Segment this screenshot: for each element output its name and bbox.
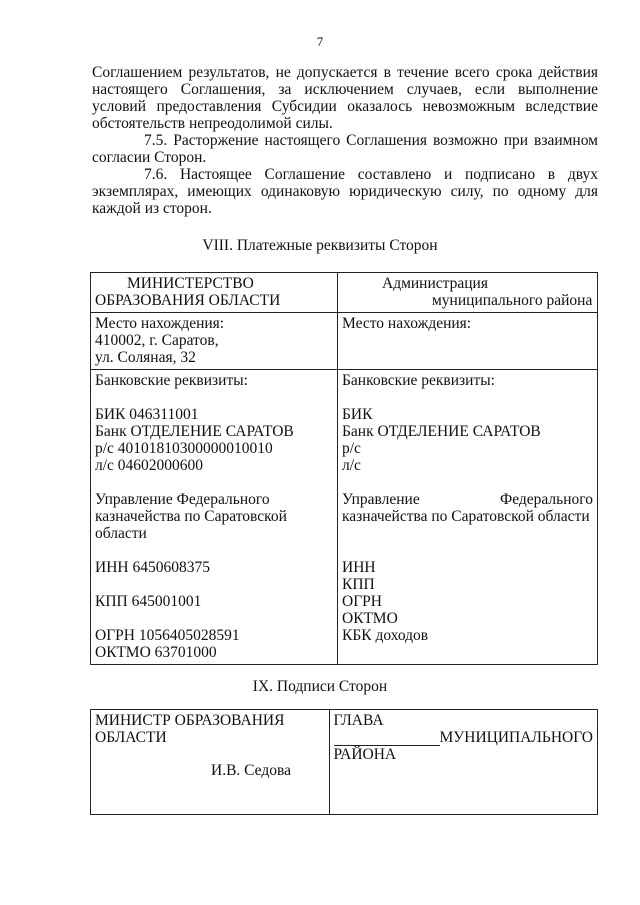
administration-location: Место нахождения: (338, 313, 598, 370)
oktmo: ОКТМО (342, 610, 398, 627)
bank: Банк ОТДЕЛЕНИЕ САРАТОВ (95, 423, 294, 440)
district-name-blank (334, 733, 440, 746)
ministry-bank-details: Банковские реквизиты: БИК 046311001 Банк ОТДЕЛЕНИЕ САРАТОВ р/с 40101810300000010010 л/с 04602000600 Управление Федерального казначейства по Саратовской области ИНН 6450608375 КПП 645001001 ОГРН 1056405028591 ОКТМО 63701000 (91, 370, 338, 665)
inn: ИНН (342, 559, 376, 576)
paragraph-1: Соглашением результатов, не допускается в течение всего срока действия настоящего Соглашения, за исключением случаев, если выполнение условий предоставления Субсидии оказалось невозможным вследствие обстоятельств непреодолимой силы. (92, 64, 598, 132)
administration-bank-details: Банковские реквизиты: БИК Банк ОТДЕЛЕНИЕ САРАТОВ р/с л/с Управление Федерального казначейства по Саратовской области ИНН КПП ОГРН ОКТМО КБК доходов (338, 370, 598, 665)
treasury-line: Управление Федерального (342, 491, 593, 508)
kbk: КБК доходов (342, 627, 429, 644)
kpp: КПП 645001001 (95, 593, 202, 610)
oktmo: ОКТМО 63701000 (95, 644, 217, 661)
settlement-account: р/с 40101810300000010010 (95, 440, 273, 457)
ministry-location: Место нахождения: 410002, г. Саратов, ул. Соляная, 32 (91, 313, 338, 370)
bik: БИК (342, 406, 373, 423)
bik: БИК 046311001 (95, 406, 199, 423)
paragraph-7-5: 7.5. Расторжение настоящего Соглашения возможно при взаимном согласии Сторон. (92, 132, 598, 166)
kpp: КПП (342, 576, 375, 593)
personal-account: л/с 04602000600 (95, 457, 204, 474)
body-text (92, 64, 598, 217)
section-9-title: IX. Подписи Сторон (252, 678, 388, 695)
ogrn: ОГРН (342, 593, 382, 610)
personal-account: л/с (342, 457, 361, 474)
payment-details-table (90, 272, 598, 665)
administration-signature: ГЛАВА МУНИЦИПАЛЬНОГО РАЙОНА (329, 710, 598, 815)
section-8-title: VIII. Платежные реквизиты Сторон (202, 237, 438, 254)
settlement-account: р/с (342, 440, 361, 457)
signatures-table (90, 709, 598, 815)
paragraph-7-6: 7.6. Настоящее Соглашение составлено и подписано в двух экземплярах, имеющих одинаковую юридическую силу, по одному для каждой из сторон. (92, 166, 598, 217)
signatory-name: И.В. Седова (211, 762, 291, 779)
bank: Банк ОТДЕЛЕНИЕ САРАТОВ (342, 423, 541, 440)
page-number: 7 (316, 34, 324, 49)
administration-header: Администрация муниципального района (338, 273, 598, 313)
ogrn: ОГРН 1056405028591 (95, 627, 240, 644)
inn: ИНН 6450608375 (95, 559, 210, 576)
ministry-header: МИНИСТЕРСТВО ОБРАЗОВАНИЯ ОБЛАСТИ (91, 273, 338, 313)
ministry-signature: МИНИСТР ОБРАЗОВАНИЯ ОБЛАСТИ И.В. Седова (91, 710, 330, 815)
